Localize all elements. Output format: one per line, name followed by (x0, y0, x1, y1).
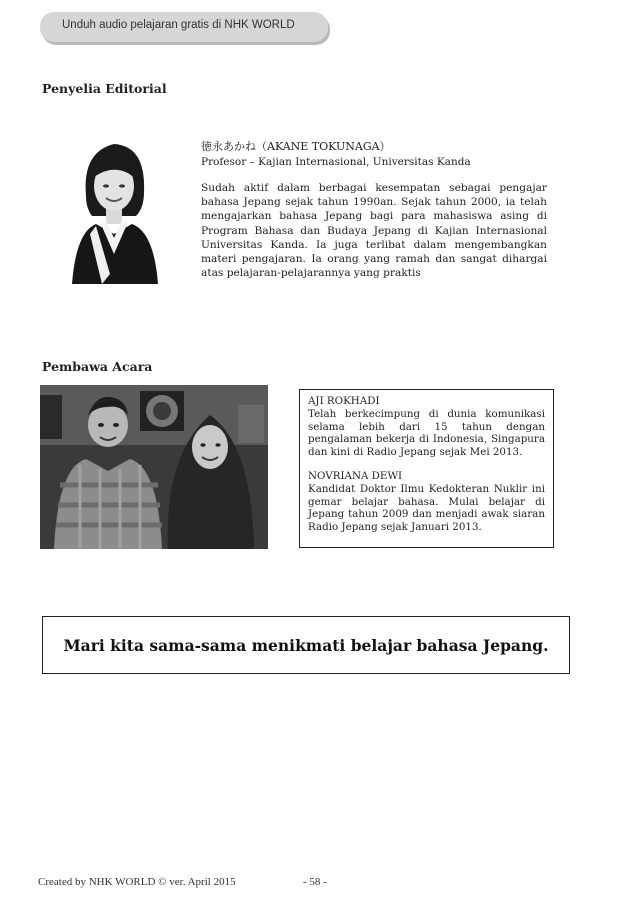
host2-bio: Kandidat Doktor Ilmu Kedokteran Nuklir ini gemar belajar bahasa. Mulai belajar di Jepang tahun 2009 dan menjadi awak siaran Radio Jepang sejak Januari 2013. (308, 482, 545, 534)
editor-photo (66, 134, 162, 284)
closing-box (42, 616, 570, 674)
header-tab-label: Unduh audio pelajaran gratis di NHK WORLD (62, 19, 295, 31)
hosts-info-box (299, 389, 554, 548)
host1-bio: Telah berkecimpung di dunia komunikasi selama lebih dari 15 tahun dengan pengalaman bekerja di Indonesia, Singapura dan kini di Radio Jepang sejak Mei 2013. (308, 407, 545, 459)
hosts-photo (40, 385, 268, 549)
page-number: - 58 - (303, 876, 327, 888)
editorial-section-title: Penyelia Editorial (42, 81, 167, 96)
editor-role: Profesor – Kajian Internasional, Universitas Kanda (201, 156, 471, 168)
editor-name: 徳永あかね（AKANE TOKUNAGA） (201, 140, 391, 153)
closing-text: Mari kita sama-sama menikmati belajar bahasa Jepang. (63, 635, 549, 655)
host1-name: AJI ROKHADI (308, 395, 380, 407)
hosts-section-title: Pembawa Acara (42, 359, 153, 374)
editor-bio: Sudah aktif dalam berbagai kesempatan sebagai pengajar bahasa Jepang sejak tahun 1990an. Sejak tahun 2000, ia telah mengajarkan bahasa Jepang bagi para mahasiswa asing di Program Bahasa dan Budaya Jepang di Kajian Internasional Universitas Kanda. Ia juga terlibat dalam mengembangkan materi pengajaran. Ia orang yang ramah dan sangat dihargai atas pelajaran-pelajarannya yang praktis (201, 182, 547, 280)
header-tab (40, 12, 328, 42)
host2-name: NOVRIANA DEWI (308, 469, 403, 482)
footer-credit: Created by NHK WORLD © ver. April 2015 (38, 876, 236, 888)
